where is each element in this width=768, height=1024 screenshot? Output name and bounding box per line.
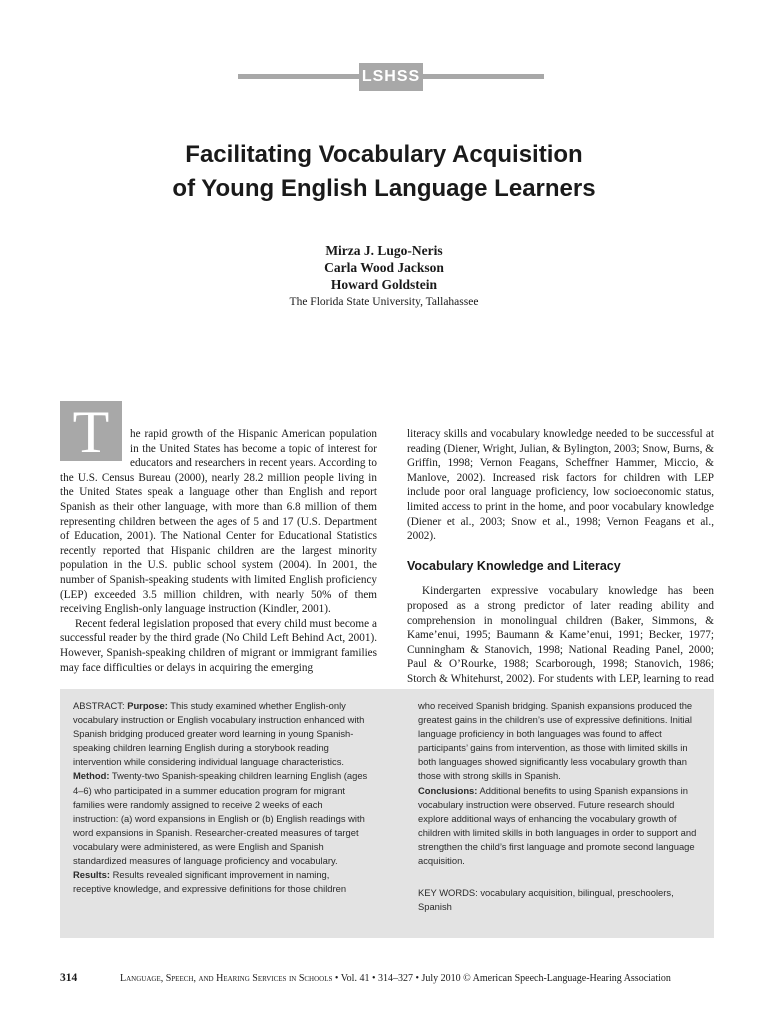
abstract-box [60,689,714,938]
abstract-column-left [73,699,369,896]
body-column-left [60,399,377,675]
journal-name: Language, Speech, and Hearing Services in Schools [120,973,333,984]
author-name: Howard Goldstein [330,277,438,292]
abstract-purpose [73,699,369,769]
header-rule-left [238,74,360,79]
body-paragraph [60,399,377,617]
title-line-1: Facilitating Vocabulary Acquisition [185,141,583,168]
article-title [84,138,684,206]
page-number: 314 [60,972,78,984]
purpose-text: This study examined whether English-only vocabulary instruction or English vocabulary instruction enhanced with Spanish bridging produced greater word learning in young Spanish-speaking children learning English during a storybook reading intervention while considering individual language characteristics. [73,700,365,768]
abstract-results-continued: who received Spanish bridging. Spanish expansions produced the greatest gains in the children’s use of expressive definitions. Initial language proficiency in both languages was found to affect participants’ gains from intervention, as those with limited skills in both languages showed significantly less vocabulary growth than those with strong skills in Spanish. [418,700,693,782]
header-rule-right [422,74,544,79]
abstract-label: ABSTRACT: [73,700,128,711]
body-paragraph: literacy skills and vocabulary knowledge needed to be successful at reading (Diener, Wright, Julian, & Bylington, 2003; Snow, Burns, & Griffin, 1998; Vernon Feagans, Scheffner Hammer, Miccio, & Manlove, 2002). Increased risk factors for children with LEP include poor oral language proficiency, low socioeconomic status, limited access to print in the home, and poor vocabulary knowledge (Diener et al., 2003; Snow et al., 1998; Vernon Feagans et al., 2002). [407,428,714,543]
abstract-conclusions [418,784,706,869]
author-name: Mirza J. Lugo-Neris [325,243,443,258]
paragraph-text: he rapid growth of the Hispanic American population in the United States has become a topic of interest for educators and researchers in recent years. According to the U.S. Census Bureau (2000), nearly 28.2 million people living in the United States speak a language other than English and report Spanish as their other language, with more than 6.8 million of them representing children between the ages of 5 and 17 (U.S. Department of Education, 2001). The National Center for Educational Statistics recently reported that Hispanic children are the largest minority population in the U.S. public school system (2004). In 2001, the number of Spanish-speaking students with limited English proficiency (LEP) exceeded 3.5 million children, with nearly 50% of them receiving English-only language instruction (Kindler, 2001). [60,428,377,616]
journal-badge: LSHSS [359,63,423,91]
results-label: Results: [73,869,110,881]
results-text: Results revealed significant improvement in naming, receptive knowledge, and expressive definitions for those children [73,869,347,895]
method-text: Twenty-two Spanish-speaking children learning English (ages 4–6) who participated in a summer education program for migrant families were randomly assigned to receive 2 weeks of each instruction: (a) word expansions in English or (b) English readings with word expansions in Spanish. Researcher-created measures of target vocabulary were administered, as were English and Spanish standardized measures of language proficiency and vocabulary. [73,770,368,867]
method-label: Method: [73,770,110,782]
abstract-method [73,769,369,868]
title-line-2: of Young English Language Learners [172,175,596,202]
conclusions-label: Conclusions: [418,784,478,796]
body-paragraph: Recent federal legislation proposed that every child must become a successful reader by the third grade (No Child Left Behind Act, 2001). However, Spanish-speaking children of migrant or immigrant families may face difficulties or delays in acquiring the emerging [60,617,377,674]
body-paragraph: Kindergarten expressive vocabulary knowledge has been proposed as a strong predictor of later reading ability and comprehension in monolingual children (Baker, Simmons, & Kame’enui, 1995; Baumann & Kame’enui, 1991; Becker, 1977; Cunningham & Stanovich, 1998; National Reading Panel, 2000; Paul & O’Rourke, 1988; Scarborough, 1998; Stanovich, 1986; Storch & Whitehurst, 2002). For students with LEP, learning to read [407,585,714,685]
section-heading: Vocabulary Knowledge and Literacy [407,558,621,573]
abstract-results [73,868,369,896]
affiliation: The Florida State University, Tallahassee [289,296,479,308]
citation: • Vol. 41 • 314–327 • July 2010 © American Speech-Language-Hearing Association [332,973,671,984]
body-column-right [407,427,714,701]
purpose-label: Purpose: [127,700,168,711]
abstract-column-right [418,699,706,914]
journal-header-bar [238,63,544,91]
drop-cap: T [60,401,122,461]
conclusions-text: Additional benefits to using Spanish expansions in vocabulary instruction were observed. Future research should explore additional ways of enhancing the vocabulary growth of children with limited skills in both languages in order to support and strengthen the child’s first language and promote second language acquisition. [418,784,697,867]
author-list [184,242,584,293]
page-footer [60,972,720,984]
author-name: Carla Wood Jackson [324,260,444,275]
keywords: KEY WORDS: vocabulary acquisition, bilingual, preschoolers, Spanish [418,887,674,913]
